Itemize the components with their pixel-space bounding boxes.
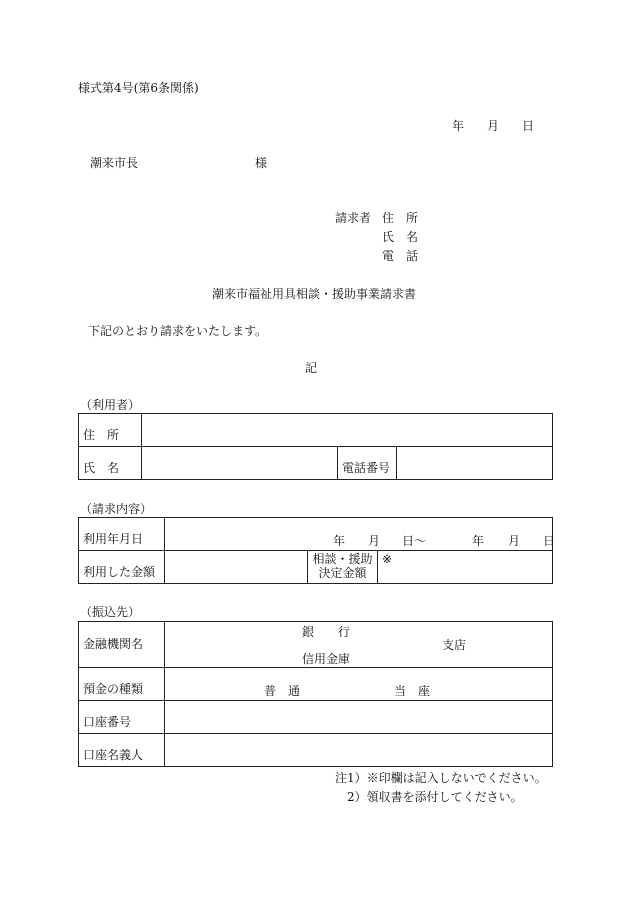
bank-field[interactable] [165,622,553,668]
amount-label: 利用した金額 [79,551,165,584]
account-holder-label: 口座名義人 [79,734,165,767]
user-section-heading: （利用者） [80,398,141,412]
form-number: 様式第4号(第6条関係) [78,81,199,95]
addressee-honorific: 様 [255,156,268,170]
decision-amount-field [378,551,553,584]
bank-text: 銀 行 [302,625,351,639]
claim-section-heading: （請求内容） [80,502,153,516]
amount-field[interactable] [165,551,308,584]
user-table [78,413,553,480]
claimant-name-label: 氏 名 [382,230,419,244]
note-1: 注1）※印欄は記入しないでください。 [335,771,547,785]
from-day: 日〜 [402,534,427,548]
transfer-table [78,621,553,767]
account-holder-field[interactable] [165,734,553,767]
to-year: 年 [472,534,485,548]
usage-date-label: 利用年月日 [79,518,165,551]
claimant-label: 請求者 [335,211,372,225]
bank-label: 金融機関名 [79,622,165,668]
from-year: 年 [333,534,346,548]
note-mark: ※ [382,552,393,566]
to-month: 月 [508,534,521,548]
intro-text: 下記のとおり請求をいたします。 [88,324,268,338]
transfer-section-heading: （振込先） [80,605,141,619]
decision-label [308,551,378,584]
claimant-address-label: 住 所 [382,211,419,225]
branch-text: 支店 [442,638,467,652]
document-title: 潮来市福祉用具相談・援助事業請求書 [212,287,417,301]
decision-label-line2: 決定金額 [318,566,367,580]
ki-label: 記 [305,361,318,375]
date-month-label: 月 [487,119,500,133]
user-address-label: 住 所 [79,414,142,447]
date-year-label: 年 [452,119,465,133]
user-phone-label: 電話番号 [338,447,397,480]
to-day: 日 [543,534,556,548]
account-number-field[interactable] [165,701,553,734]
account-type-field[interactable] [165,668,553,701]
user-name-label: 氏 名 [79,447,142,480]
decision-label-line1: 相談・援助 [312,552,373,567]
note-2: 2）領収書を添付してください。 [347,790,523,804]
credit-union-text: 信用金庫 [302,652,351,666]
user-address-field[interactable] [142,414,553,447]
from-month: 月 [368,534,381,548]
account-type-label: 預金の種類 [79,668,165,701]
ordinary-option[interactable]: 普 通 [264,684,301,698]
user-phone-field[interactable] [397,447,553,480]
date-day-label: 日 [522,119,535,133]
claim-table [78,517,556,584]
current-option[interactable]: 当 座 [394,684,431,698]
account-number-label: 口座番号 [79,701,165,734]
claimant-phone-label: 電 話 [382,249,419,263]
usage-date-field[interactable] [165,518,556,551]
user-name-field[interactable] [142,447,338,480]
addressee-name: 潮来市長 [90,156,139,170]
